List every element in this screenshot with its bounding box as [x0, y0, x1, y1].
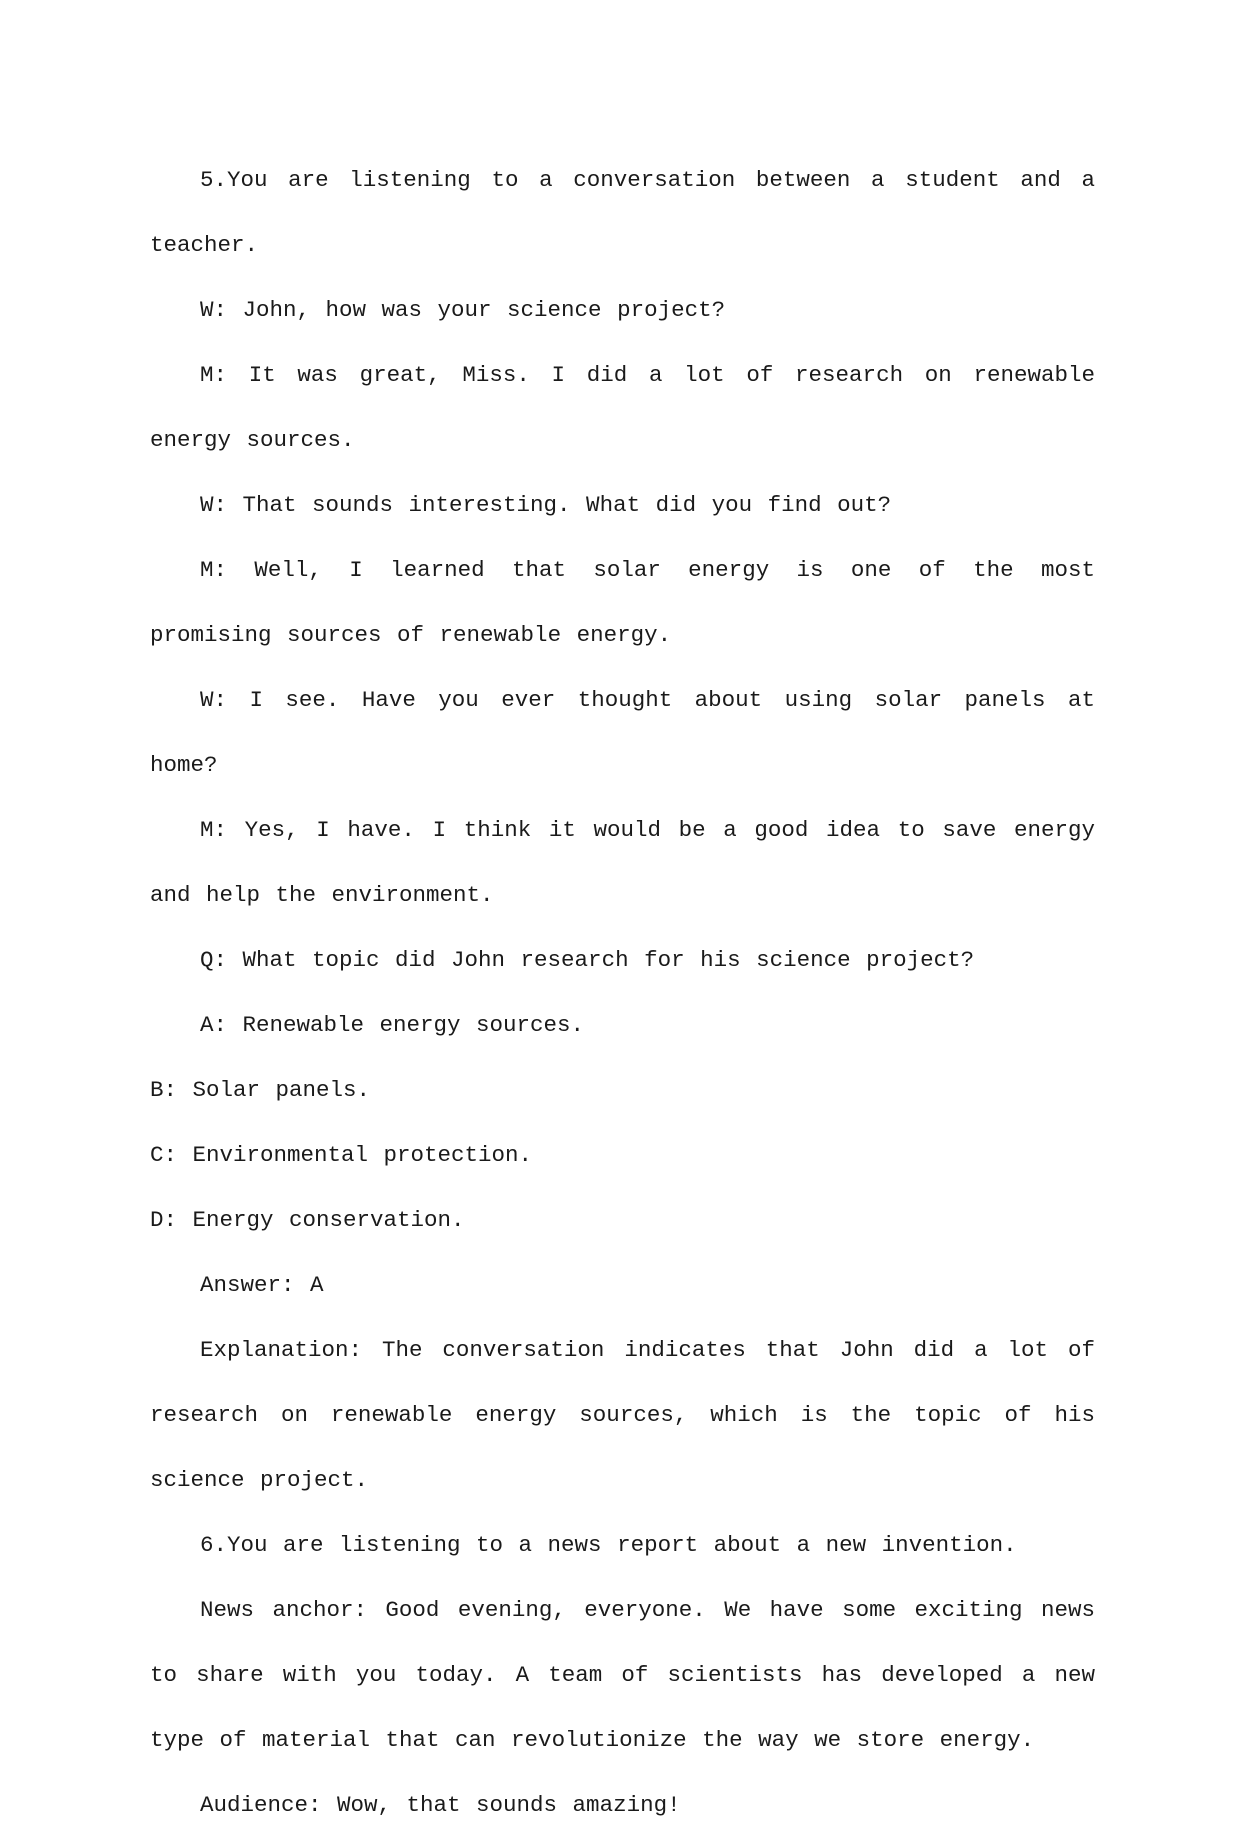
- question-5-intro: 5.You are listening to a conversation between a student and a teacher.: [150, 167, 1095, 258]
- audience-line: Audience: Wow, that sounds amazing!: [200, 1792, 681, 1818]
- question-text: Q: What topic did John research for his science project?: [200, 947, 975, 973]
- dialogue-line: W: John, how was your science project?: [200, 297, 726, 323]
- document-body: [150, 148, 1095, 1838]
- dialogue-line: M: Yes, I have. I think it would be a good idea to save energy and help the environment.: [150, 817, 1095, 908]
- question-6-intro: 6.You are listening to a news report about a new invention.: [200, 1532, 1017, 1558]
- answer-option-a: A: Renewable energy sources.: [200, 1012, 585, 1038]
- answer-key: Answer: A: [200, 1272, 324, 1298]
- answer-option-b: B: Solar panels.: [150, 1077, 371, 1103]
- dialogue-line: M: It was great, Miss. I did a lot of research on renewable energy sources.: [150, 362, 1095, 453]
- dialogue-line: W: That sounds interesting. What did you find out?: [200, 492, 892, 518]
- news-anchor-line: News anchor: Good evening, everyone. We have some exciting news to share with you today. A team of scientists has developed a new type of material that can revolutionize the way we store energy.: [150, 1597, 1095, 1753]
- explanation: Explanation: The conversation indicates that John did a lot of research on renewable energy sources, which is the topic of his science project.: [150, 1337, 1095, 1493]
- answer-option-c: C: Environmental protection.: [150, 1142, 533, 1168]
- answer-option-d: D: Energy conservation.: [150, 1207, 465, 1233]
- dialogue-line: W: I see. Have you ever thought about using solar panels at home?: [150, 687, 1095, 778]
- dialogue-line: M: Well, I learned that solar energy is one of the most promising sources of renewable energy.: [150, 557, 1095, 648]
